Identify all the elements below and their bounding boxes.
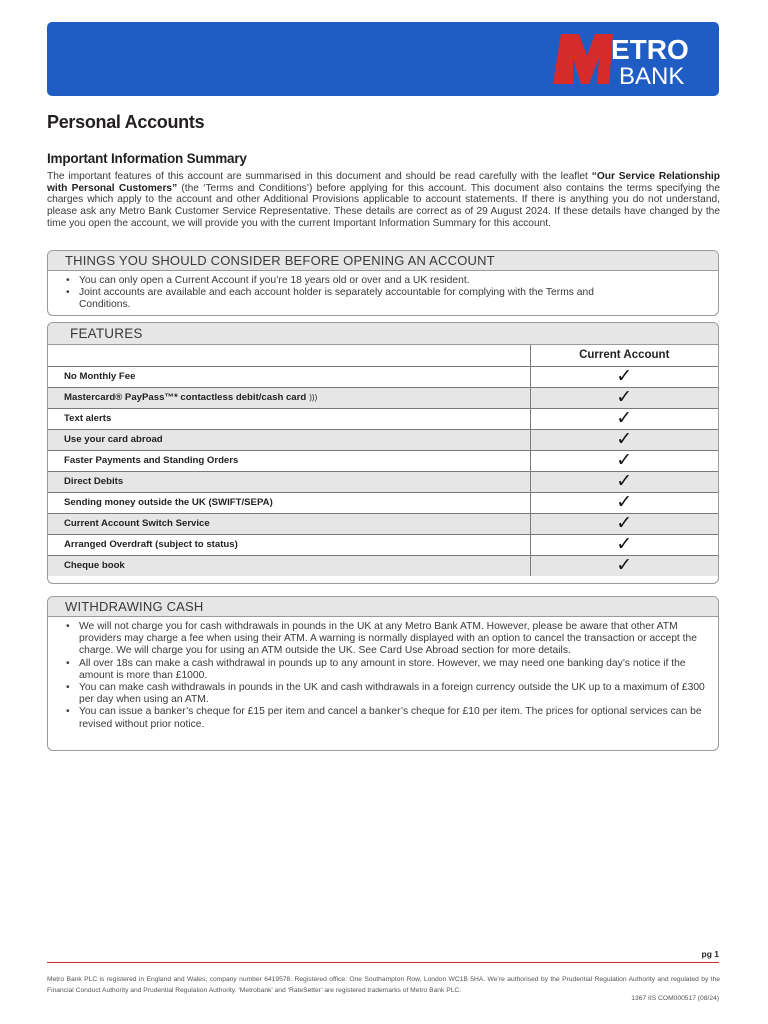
check-icon: ✓ <box>530 366 718 387</box>
list-item: • You can make cash withdrawals in pounds in the UK and cash withdrawals in a foreign currency outside the UK up to a maximum of £300 per day when using an ATM. <box>79 682 708 706</box>
list-item: • Joint accounts are available and each account holder is separately accountable for complying with the Terms and Conditions. <box>79 287 708 311</box>
withdrawing-cash-list <box>48 617 718 731</box>
feature-label <box>48 387 530 408</box>
table-row <box>48 534 718 555</box>
intro-leaflet-title: “Our Service Relationship with Personal Customers” <box>47 171 720 194</box>
list-item: • We will not charge you for cash withdrawals in pounds in the UK at any Metro Bank ATM. However, please be aware that other ATM providers may charge a fee when using their ATM. A warning is normally displayed with an option to cancel the transaction or accept the charge. We will charge you for using an ATM outside the UK. See Card Use Abroad section for more details. <box>79 621 708 658</box>
table-header-row <box>48 345 718 366</box>
contactless-icon: ))) <box>309 393 318 402</box>
table-row <box>48 408 718 429</box>
feature-label: Arranged Overdraft (subject to status) <box>48 534 530 555</box>
consider-list <box>48 271 718 312</box>
consider-heading: THINGS YOU SHOULD CONSIDER BEFORE OPENING AN ACCOUNT <box>48 251 718 271</box>
logo-text-top: ETRO <box>611 34 689 65</box>
logo-graphic <box>543 30 703 88</box>
section-title: Important Information Summary <box>47 151 247 166</box>
feature-label: No Monthly Fee <box>48 366 530 387</box>
intro-part-2: (the ‘Terms and Conditions’) before applying for this account. This document also contains the terms specifying the charges which apply to the account and other Additional Provisions applicable to account statements. If there is anything you do not understand, please ask any Metro Bank Customer Service Representative. These details are correct as of 29 August 2024. If these details have changed by the time you open the account, we will provide you with the current Important Information Summary for this account. <box>47 182 720 229</box>
page-title: Personal Accounts <box>47 112 205 132</box>
features-section <box>47 322 719 584</box>
feature-label: Faster Payments and Standing Orders <box>48 450 530 471</box>
feature-label: Current Account Switch Service <box>48 513 530 534</box>
check-icon: ✓ <box>530 513 718 534</box>
intro-part-1: The important features of this account are summarised in this document and should be read carefully with the leaflet <box>47 171 592 182</box>
feature-label: Text alerts <box>48 408 530 429</box>
check-icon: ✓ <box>530 492 718 513</box>
features-heading: FEATURES <box>48 323 718 345</box>
table-row <box>48 450 718 471</box>
page-number: pg 1 <box>701 949 719 959</box>
feature-label: Direct Debits <box>48 471 530 492</box>
table-row <box>48 366 718 387</box>
feature-label: Use your card abroad <box>48 429 530 450</box>
consider-section <box>47 250 719 316</box>
check-icon: ✓ <box>530 555 718 576</box>
check-icon: ✓ <box>530 408 718 429</box>
check-icon: ✓ <box>530 534 718 555</box>
list-item: • You can only open a Current Account if you’re 18 years old or over and a UK resident. <box>79 275 708 287</box>
table-row <box>48 513 718 534</box>
check-icon: ✓ <box>530 450 718 471</box>
current-account-column-header: Current Account <box>530 345 718 366</box>
list-item: • You can issue a banker’s cheque for £15 per item and cancel a banker’s cheque for £10 per item. The prices for optional services can be revised without prior notice. <box>79 706 708 730</box>
feature-label: Cheque book <box>48 555 530 576</box>
check-icon: ✓ <box>530 429 718 450</box>
document-code: 1367 IIS COM000517 (08/24) <box>631 995 719 1002</box>
footer-legal-text: Metro Bank PLC is registered in England and Wales, company number 6419578. Registered office: One Southampton Row, London WC1B 5HA. We’re authorised by the Prudential Regulation Authority and regulated by the Financial Conduct Authority and Prudential Regulation Authority. ‘Metrobank’ and ‘RateSetter’ are registered trademarks of Metro Bank PLC. <box>47 976 720 994</box>
header-banner <box>47 22 719 96</box>
table-row <box>48 492 718 513</box>
table-row <box>48 429 718 450</box>
feature-label: Sending money outside the UK (SWIFT/SEPA) <box>48 492 530 513</box>
logo-text-bottom: BANK <box>619 63 685 88</box>
withdrawing-cash-section <box>47 596 719 751</box>
intro-paragraph <box>47 171 720 230</box>
table-row <box>48 555 718 576</box>
withdrawing-cash-heading: WITHDRAWING CASH <box>48 597 718 617</box>
table-row <box>48 471 718 492</box>
check-icon: ✓ <box>530 387 718 408</box>
list-item: • All over 18s can make a cash withdrawal in pounds up to any amount in store. However, we may need one banking day’s notice if the amount is more than £1000. <box>79 658 708 682</box>
feature-label-text: Mastercard® PayPass™* contactless debit/cash card <box>64 392 307 403</box>
footer-divider <box>47 962 719 963</box>
metro-bank-logo[interactable] <box>543 30 703 88</box>
check-icon: ✓ <box>530 471 718 492</box>
features-table <box>48 345 718 576</box>
feature-column-header <box>48 345 530 366</box>
table-row <box>48 387 718 408</box>
